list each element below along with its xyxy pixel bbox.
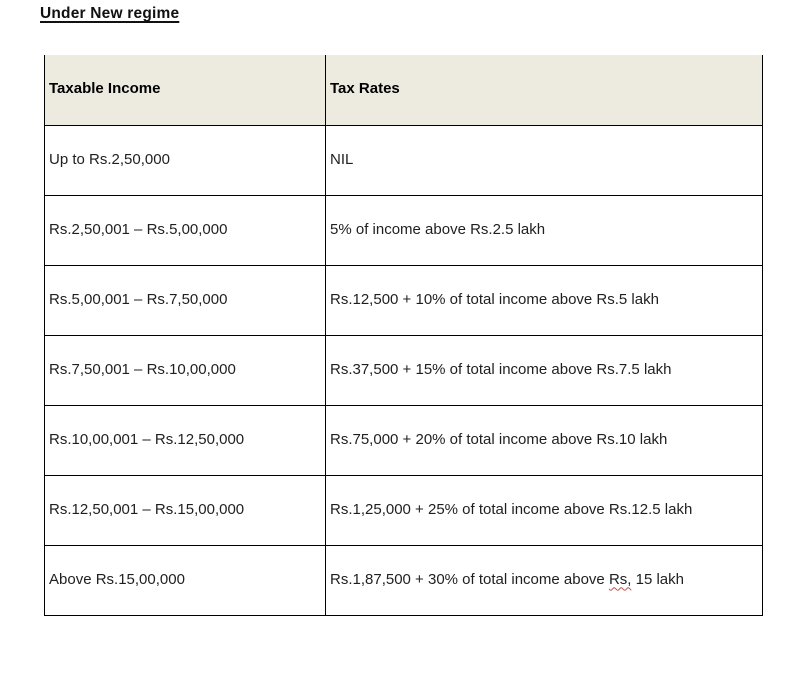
income-cell: Rs.2,50,001 – Rs.5,00,000 xyxy=(45,195,326,265)
rate-cell: 5% of income above Rs.2.5 lakh xyxy=(326,195,763,265)
spellcheck-flagged-text: Rs, xyxy=(608,570,632,588)
income-cell: Up to Rs.2,50,000 xyxy=(45,125,326,195)
rate-cell: Rs.37,500 + 15% of total income above Rs.7.5 lakh xyxy=(326,335,763,405)
tax-rate-table xyxy=(44,55,763,616)
table-row xyxy=(45,335,763,405)
income-cell: Above Rs.15,00,000 xyxy=(45,545,326,615)
table-row xyxy=(45,475,763,545)
table-row xyxy=(45,265,763,335)
income-cell: Rs.10,00,001 – Rs.12,50,000 xyxy=(45,405,326,475)
table-header-row xyxy=(45,55,763,125)
rate-cell: NIL xyxy=(326,125,763,195)
rate-text-before-flag: Rs.1,87,500 + 30% of total income above xyxy=(330,570,609,588)
table-row xyxy=(45,195,763,265)
table-row xyxy=(45,545,763,615)
income-cell: Rs.7,50,001 – Rs.10,00,000 xyxy=(45,335,326,405)
rate-cell: Rs.12,500 + 10% of total income above Rs.5 lakh xyxy=(326,265,763,335)
table-row xyxy=(45,125,763,195)
income-cell: Rs.5,00,001 – Rs.7,50,000 xyxy=(45,265,326,335)
document-title: Under New regime xyxy=(40,5,180,22)
table-header-tax-rates: Tax Rates xyxy=(326,55,763,125)
rate-cell: Rs.75,000 + 20% of total income above Rs.10 lakh xyxy=(326,405,763,475)
table-row xyxy=(45,405,763,475)
rate-text-after-flag: 15 lakh xyxy=(631,570,684,588)
rate-cell: Rs.1,25,000 + 25% of total income above Rs.12.5 lakh xyxy=(326,475,763,545)
income-cell: Rs.12,50,001 – Rs.15,00,000 xyxy=(45,475,326,545)
rate-cell xyxy=(326,545,763,615)
table-header-taxable-income: Taxable Income xyxy=(45,55,326,125)
